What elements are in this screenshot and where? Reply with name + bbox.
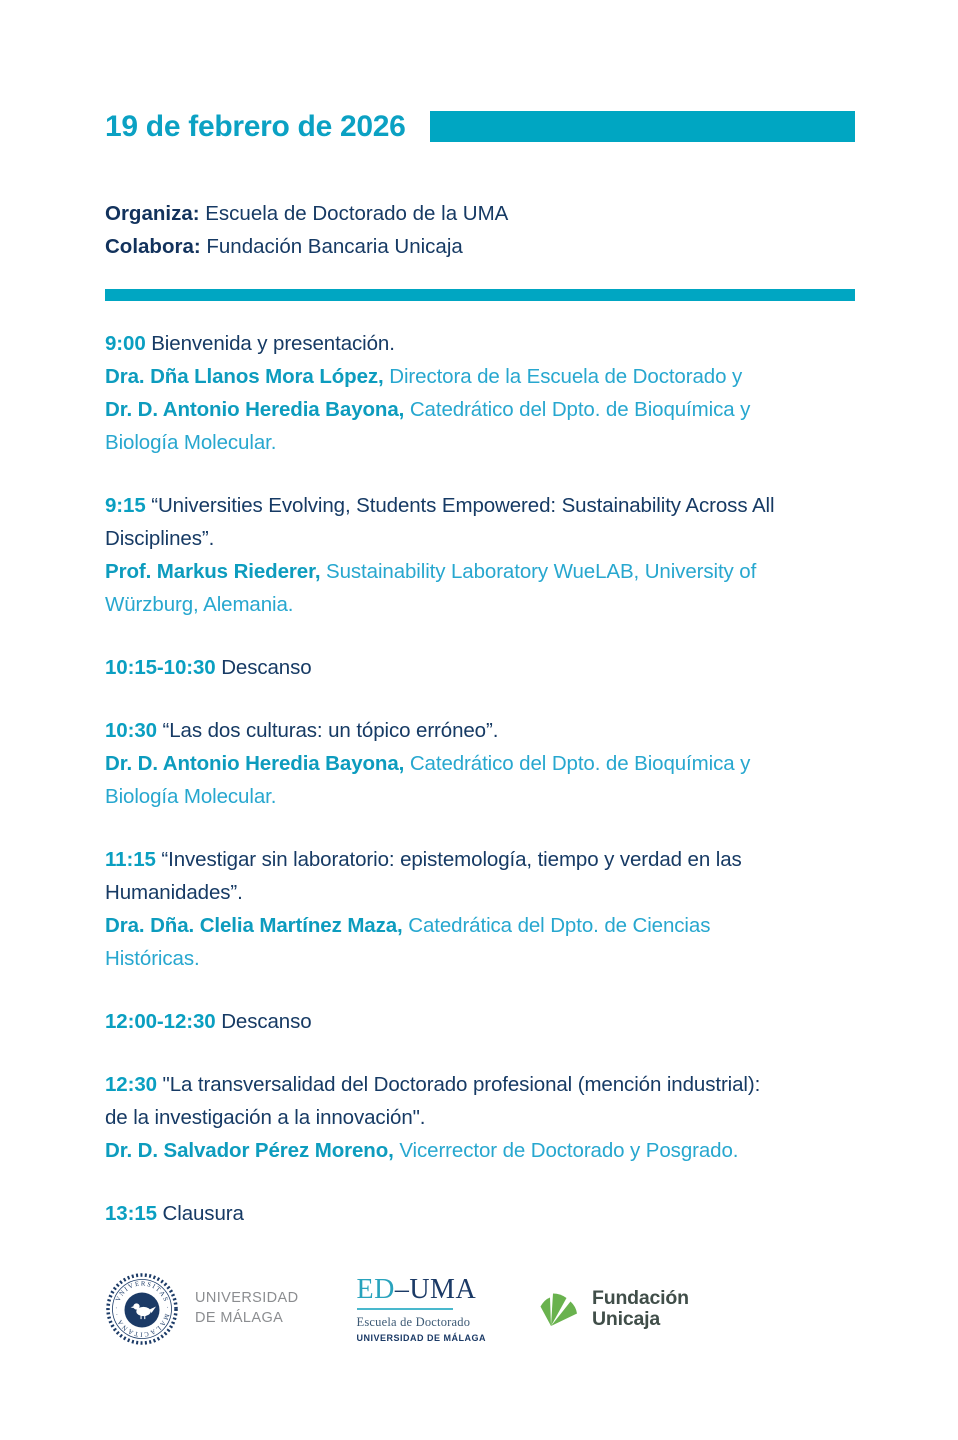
date-header <box>105 110 855 143</box>
credits-block <box>105 197 855 263</box>
speaker-role: Vicerrector de Doctorado y Posgrado. <box>393 1139 739 1162</box>
colabora-line <box>105 230 855 263</box>
schedule-event <box>105 1005 855 1038</box>
event-title: Disciplines”. <box>105 527 215 550</box>
unicaja-logo <box>540 1288 689 1330</box>
event-time: 10:15-10:30 <box>105 656 216 679</box>
uma-seal-icon <box>105 1272 179 1346</box>
schedule-event <box>105 327 855 459</box>
speaker-role: Biología Molecular. <box>105 431 277 454</box>
schedule-event <box>105 843 855 975</box>
speaker-role: Catedrático del Dpto. de Bioquímica y <box>404 398 751 421</box>
event-title: "La transversalidad del Doctorado profesional (mención industrial): <box>156 1073 761 1096</box>
speaker-name: Dr. D. Salvador Pérez Moreno, <box>105 1139 394 1162</box>
uma-logo <box>105 1272 299 1346</box>
event-time: 9:15 <box>105 494 146 517</box>
event-title: Descanso <box>215 656 312 679</box>
speaker-name: Dra. Dña Llanos Mora López, <box>105 365 384 388</box>
eduma-ed: ED <box>356 1273 395 1305</box>
unicaja-logo-label <box>592 1288 689 1330</box>
event-time: 12:00-12:30 <box>105 1010 216 1033</box>
unicaja-label-line2: Unicaja <box>592 1308 660 1330</box>
date-header-accent-bar <box>430 111 855 142</box>
event-time: 12:30 <box>105 1073 157 1096</box>
uma-logo-label <box>195 1289 299 1328</box>
event-title: “Universities Evolving, Students Empowered: Sustainability Across All <box>145 494 775 517</box>
event-time: 13:15 <box>105 1202 157 1225</box>
schedule-event <box>105 1068 855 1167</box>
speaker-role: Catedrática del Dpto. de Ciencias <box>402 914 711 937</box>
speaker-role: Directora de la Escuela de Doctorado y <box>383 365 743 388</box>
eduma-subsubtitle: UNIVERSIDAD DE MÁLAGA <box>356 1332 487 1343</box>
unicaja-label-line1: Fundación <box>592 1286 689 1309</box>
speaker-role: Würzburg, Alemania. <box>105 593 294 616</box>
eduma-rule <box>357 1308 453 1310</box>
uma-label-line2: DE MÁLAGA <box>195 1310 284 1326</box>
event-title: Clausura <box>156 1202 244 1225</box>
event-title: Bienvenida y presentación. <box>145 332 395 355</box>
event-time: 9:00 <box>105 332 146 355</box>
schedule-event <box>105 489 855 621</box>
schedule-list <box>105 327 855 1230</box>
organiza-value: Escuela de Doctorado de la UMA <box>199 202 509 225</box>
schedule-event <box>105 1197 855 1230</box>
event-title: “Las dos culturas: un tópico erróneo”. <box>156 719 499 742</box>
speaker-role: Biología Molecular. <box>105 785 277 808</box>
event-time: 10:30 <box>105 719 157 742</box>
event-title: de la investigación a la innovación". <box>105 1106 426 1129</box>
event-time: 11:15 <box>105 848 156 871</box>
uma-label-line1: UNIVERSIDAD <box>195 1290 299 1307</box>
speaker-name: Dra. Dña. Clelia Martínez Maza, <box>105 914 403 937</box>
logo-footer <box>105 1272 855 1346</box>
organiza-label: Organiza: <box>105 202 200 225</box>
eduma-uma: –UMA <box>394 1273 477 1305</box>
event-title: Humanidades”. <box>105 881 243 904</box>
event-title: “Investigar sin laboratorio: epistemología, tiempo y verdad en las <box>155 848 742 871</box>
colabora-label: Colabora: <box>105 235 201 258</box>
speaker-name: Prof. Markus Riederer, <box>105 560 321 583</box>
page-title: 19 de febrero de 2026 <box>105 109 406 143</box>
speaker-role: Sustainability Laboratory WueLAB, University of <box>320 560 757 583</box>
eduma-logo <box>356 1273 487 1343</box>
event-title: Descanso <box>215 1010 312 1033</box>
organiza-line <box>105 197 855 230</box>
unicaja-fan-icon <box>540 1289 582 1329</box>
eduma-subtitle: Escuela de Doctorado <box>356 1314 471 1329</box>
uma-seal-ring-text: · VNIVERSITAS · MALACITANA · <box>113 1280 171 1338</box>
section-divider-bar <box>105 289 855 301</box>
speaker-name: Dr. D. Antonio Heredia Bayona, <box>105 398 405 421</box>
eduma-wordmark <box>356 1273 487 1305</box>
schedule-event <box>105 714 855 813</box>
speaker-name: Dr. D. Antonio Heredia Bayona, <box>105 752 405 775</box>
speaker-role: Catedrático del Dpto. de Bioquímica y <box>404 752 751 775</box>
speaker-role: Históricas. <box>105 947 200 970</box>
schedule-event <box>105 651 855 684</box>
colabora-value: Fundación Bancaria Unicaja <box>200 235 463 258</box>
